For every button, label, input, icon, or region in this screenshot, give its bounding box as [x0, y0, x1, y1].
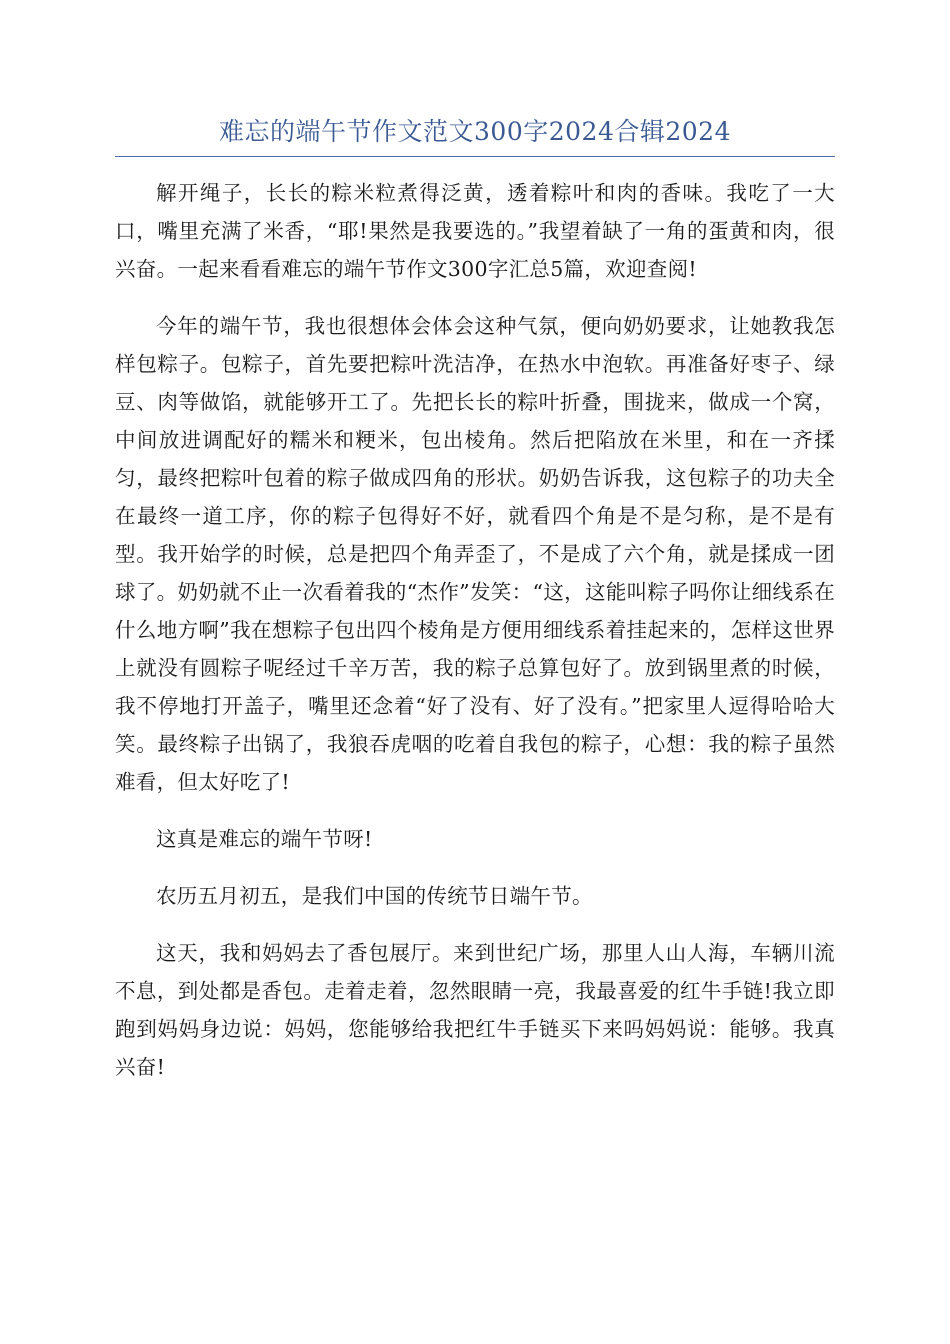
paragraph-intro: 解开绳子，长长的粽米粒煮得泛黄，透着粽叶和肉的香味。我吃了一大口，嘴里充满了米香，“耶!果然是我要选的。”我望着缺了一角的蛋黄和肉，很兴奋。一起来看看难忘的端午节作文300字汇总5篇，欢迎查阅!: [115, 181, 835, 281]
paragraph-sachet-hall: 这天，我和妈妈去了香包展厅。来到世纪广场，那里人山人海，车辆川流不息，到处都是香包。走着走着，忽然眼睛一亮，我最喜爱的红牛手链!我立即跑到妈妈身边说：妈妈，您能够给我把红牛手链买下来吗妈妈说：能够。我真兴奋!: [115, 941, 835, 1079]
paragraph-making-zongzi: 今年的端午节，我也很想体会体会这种气氛，便向奶奶要求，让她教我怎样包粽子。包粽子，首先要把粽叶洗洁净，在热水中泡软。再准备好枣子、绿豆、肉等做馅，就能够开工了。先把长长的粽叶折叠，围拢来，做成一个窝，中间放进调配好的糯米和粳米，包出棱角。然后把陷放在米里，和在一齐揉匀，最终把粽叶包着的粽子做成四角的形状。奶奶告诉我，这包粽子的功夫全在最终一道工序，你的粽子包得好不好，就看四个角是不是匀称，是不是有型。我开始学的时候，总是把四个角弄歪了，不是成了六个角，就是揉成一团球了。奶奶就不止一次看着我的“杰作”发笑：“这，这能叫粽子吗你让细线系在什么地方啊”我在想粽子包出四个棱角是方便用细线系着挂起来的，怎样这世界上就没有圆粽子呢经过千辛万苦，我的粽子总算包好了。放到锅里煮的时候，我不停地打开盖子，嘴里还念着“好了没有、好了没有。”把家里人逗得哈哈大笑。最终粽子出锅了，我狼吞虎咽的吃着自我包的粽子，心想：我的粽子虽然难看，但太好吃了!: [115, 314, 835, 794]
document-title: 难忘的端午节作文范文300字2024合辑2024: [219, 117, 731, 146]
title-block: [115, 112, 835, 157]
paragraph-lunar-date: 农历五月初五，是我们中国的传统节日端午节。: [156, 884, 593, 908]
paragraph-memorable-festival: 这真是难忘的端午节呀!: [156, 827, 373, 851]
document-body: [115, 174, 835, 1105]
